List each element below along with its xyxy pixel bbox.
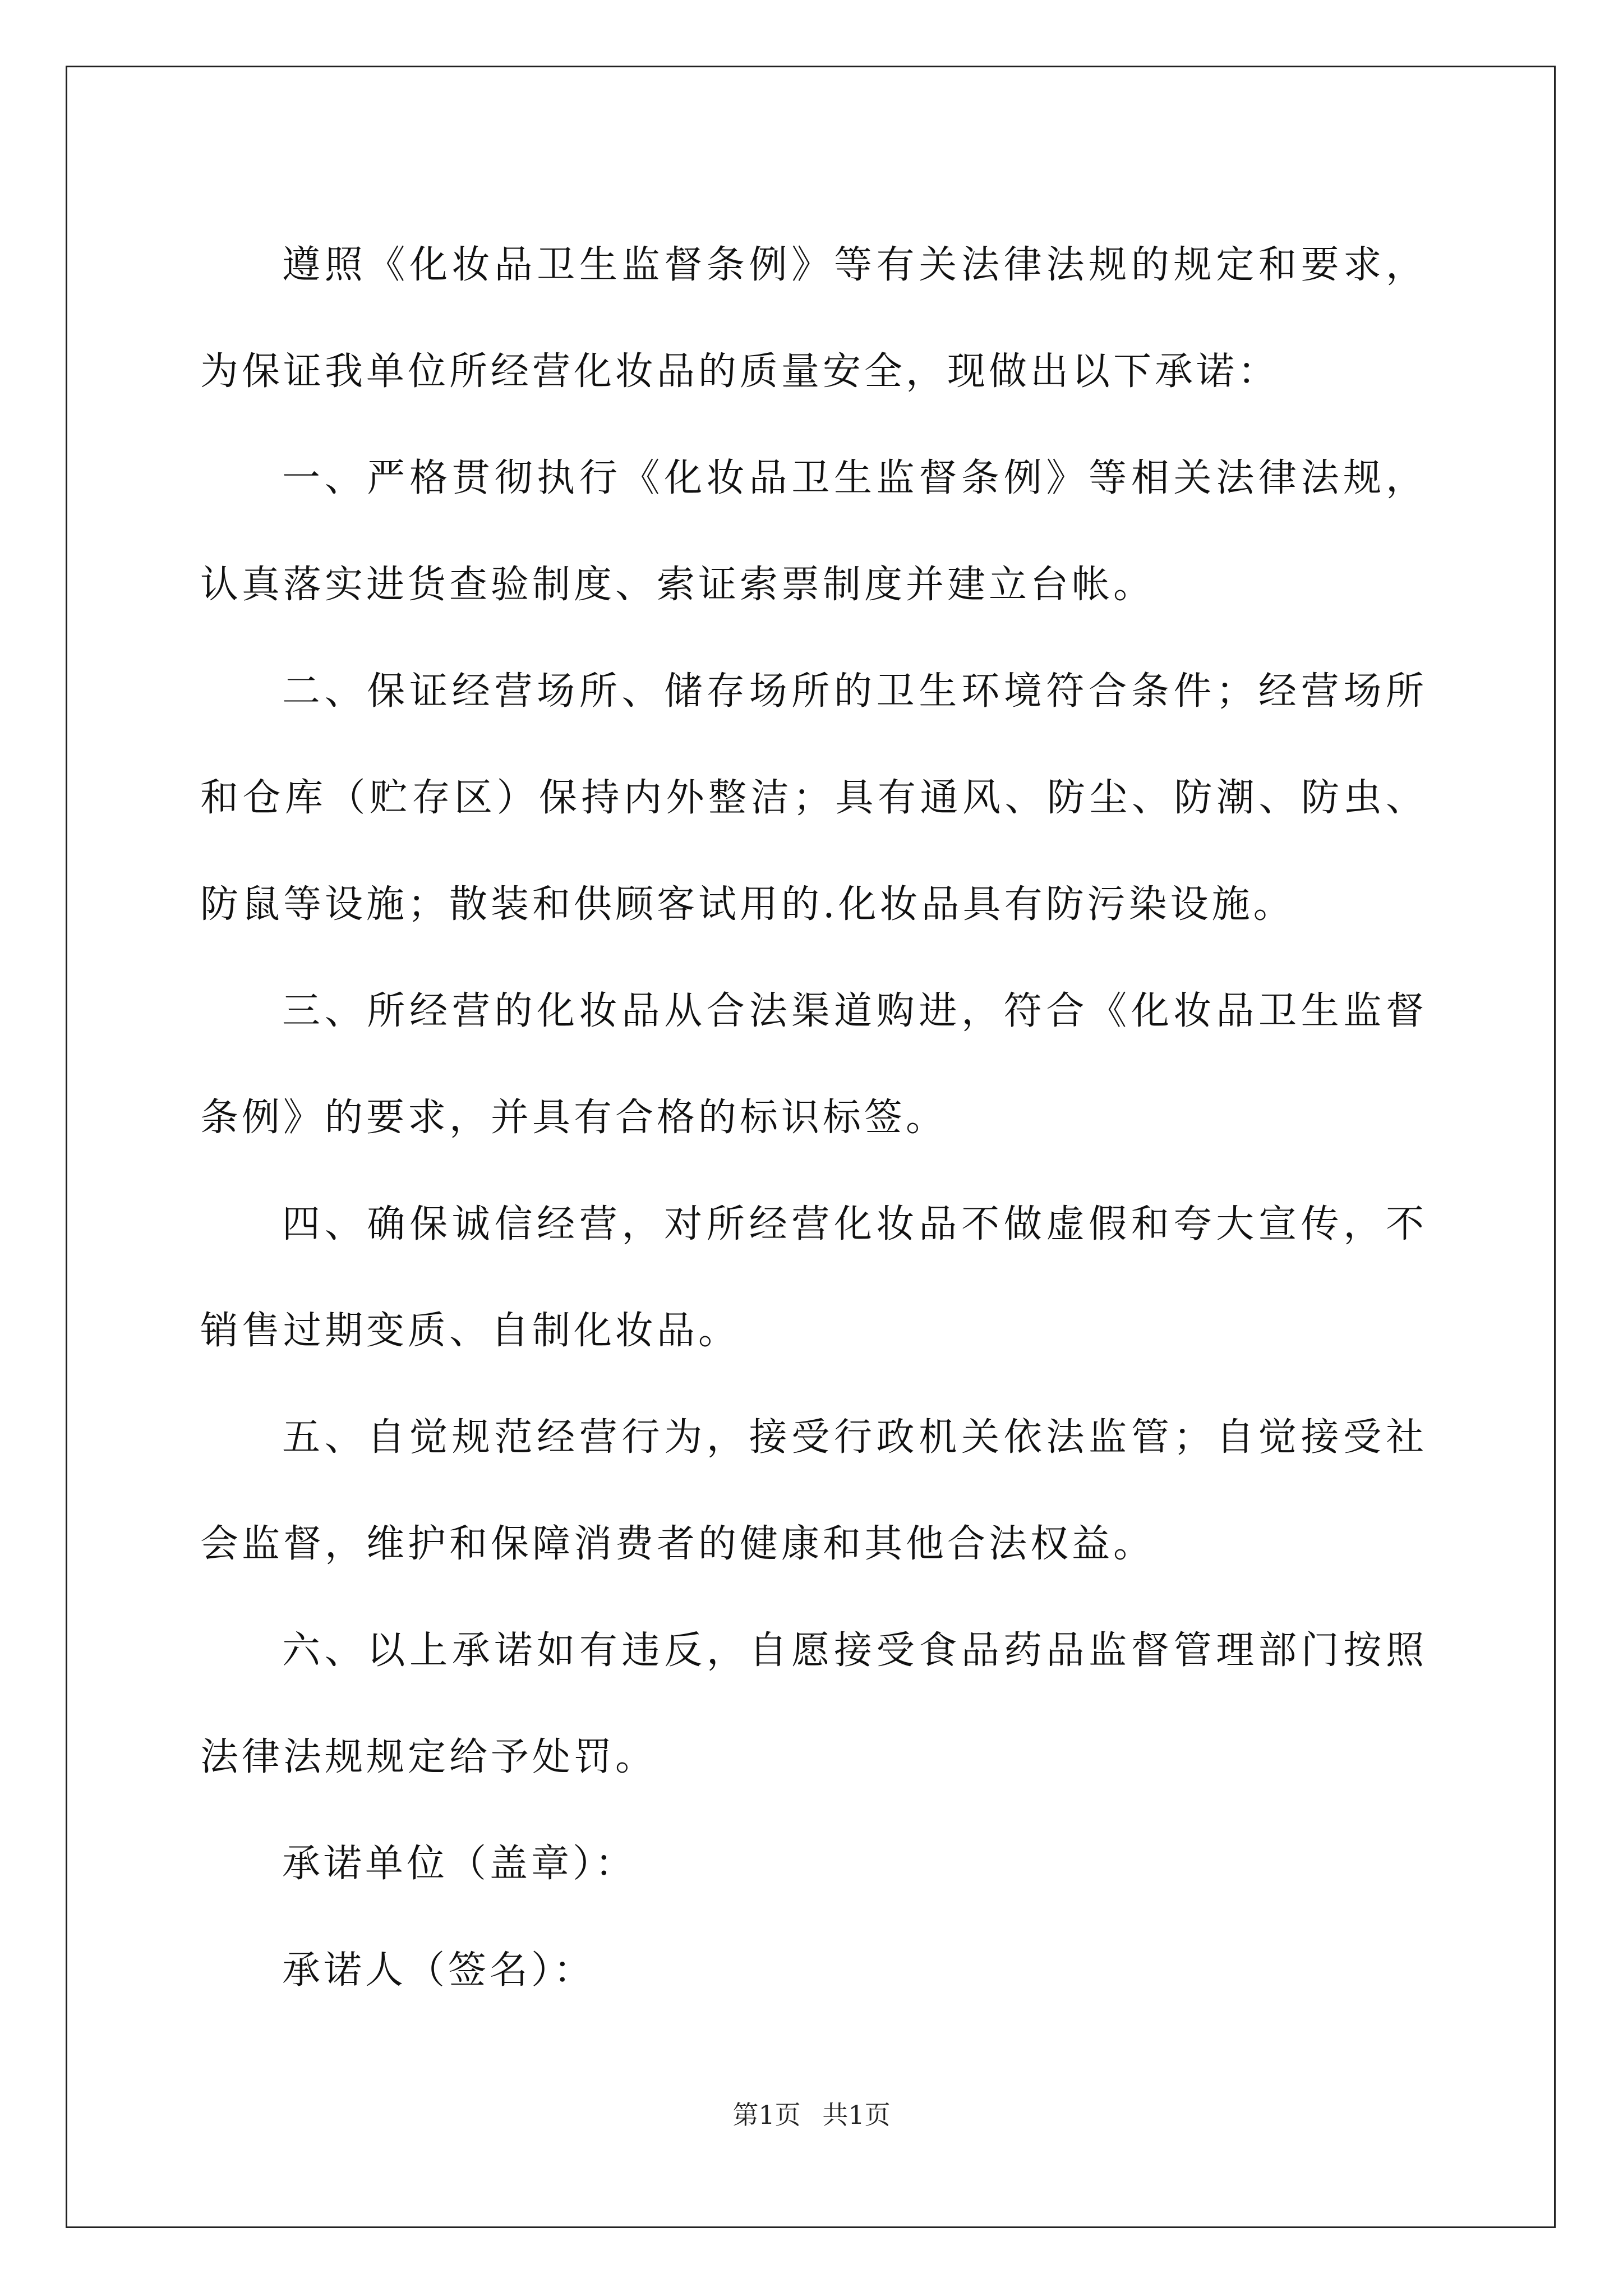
page-total: 共1页 xyxy=(822,2100,891,2130)
signature-person-label: 承诺人（签名）： xyxy=(282,1948,596,1993)
signature-unit-label: 承诺单位（盖章）： xyxy=(282,1842,637,1886)
clause-3: 三、所经营的化妆品从合法渠道购进，符合《化妆品卫生监督条例》的要求，并具有合格的标识标签。 xyxy=(200,989,1427,1140)
page-footer xyxy=(0,2098,1623,2132)
clause-6: 六、以上承诺如有违反，自愿接受食品药品监督管理部门按照法律法规规定给予处罚。 xyxy=(200,1628,1427,1779)
clause-2: 二、保证经营场所、储存场所的卫生环境符合条件；经营场所和仓库（贮存区）保持内外整洁；具有通风、防尘、防潮、防虫、防鼠等设施；散装和供顾客试用的.化妆品具有防污染设施。 xyxy=(200,669,1427,927)
intro-paragraph: 遵照《化妆品卫生监督条例》等有关法律法规的规定和要求，为保证我单位所经营化妆品的质量安全，现做出以下承诺： xyxy=(200,243,1427,394)
clause-1: 一、严格贯彻执行《化妆品卫生监督条例》等相关法律法规，认真落实进货查验制度、索证索票制度并建立台帐。 xyxy=(200,456,1427,607)
clause-4: 四、确保诚信经营，对所经营化妆品不做虚假和夸大宣传，不销售过期变质、自制化妆品。 xyxy=(200,1202,1427,1353)
page-number: 第1页 xyxy=(732,2100,801,2130)
clause-5: 五、自觉规范经营行为，接受行政机关依法监管；自觉接受社会监督，维护和保障消费者的健康和其他合法权益。 xyxy=(200,1415,1427,1566)
document-body xyxy=(200,212,1427,2024)
